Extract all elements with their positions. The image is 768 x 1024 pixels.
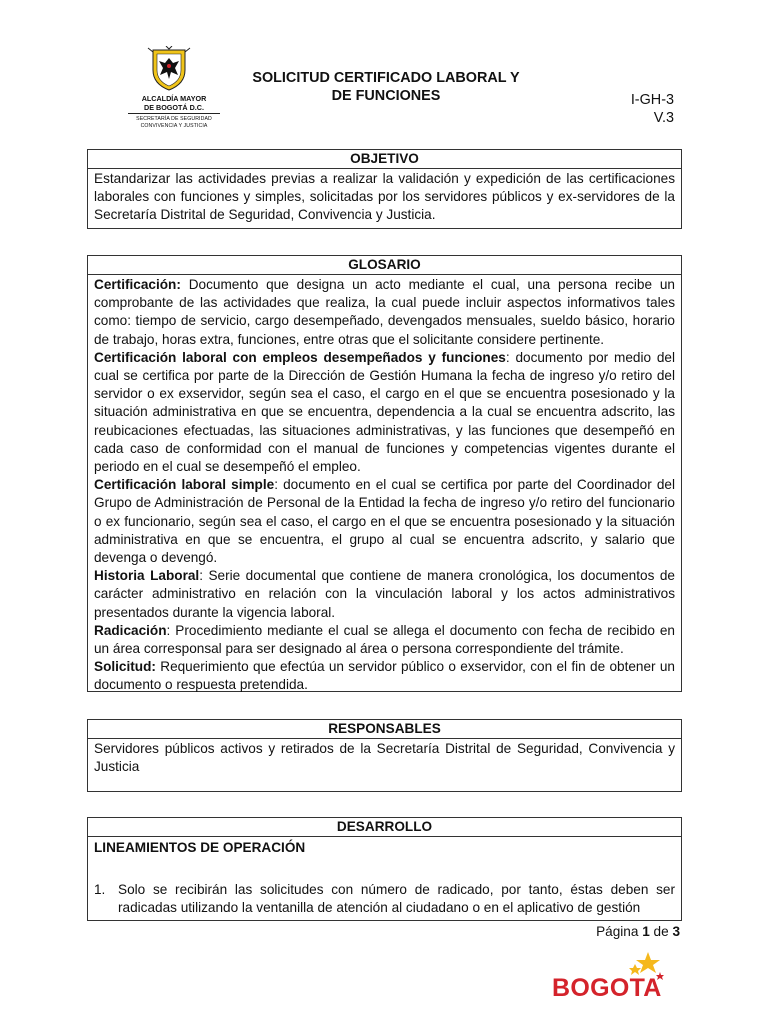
glossary-definition: : documento en el cual se certifica por parte del Coordinador del Grupo de Administración de Personal de la Entidad la fecha de ingreso y/o retiro del funcionario o ex funcionario, según sea el caso, el cargo en el que se encuentra posesionado y la situación administrativa en que se encuentra, el grupo al cual se encuentra adscrito, y salario que devenga o devengó. xyxy=(94,477,675,566)
document-title xyxy=(232,70,540,105)
responsables-heading: RESPONSABLES xyxy=(88,720,681,739)
glossary-term: Certificación laboral con empleos desempeñados y funciones xyxy=(94,349,506,365)
desarrollo-heading: DESARROLLO xyxy=(88,818,681,837)
glossary-definition: : Procedimiento mediante el cual se allega el documento con fecha de recibido en un área corresponsal para ser designado al área o persona correspondiente del trámite. xyxy=(94,622,675,657)
list-item xyxy=(94,881,675,916)
glossary-term: Solicitud: xyxy=(94,659,156,675)
logo-line-1: ALCALDÍA MAYOR xyxy=(141,94,207,103)
title-line-1: SOLICITUD CERTIFICADO LABORAL Y xyxy=(252,70,520,86)
page-of: de xyxy=(653,924,669,939)
document-version: V.3 xyxy=(653,109,674,126)
responsables-section xyxy=(87,719,682,792)
logo-line-2: DE BOGOTÁ D.C. xyxy=(144,103,204,112)
glossary-term: Certificación laboral simple xyxy=(94,477,275,493)
glossary-entry xyxy=(94,349,675,476)
desarrollo-section xyxy=(87,817,682,921)
page-number xyxy=(560,924,680,939)
lineamientos-heading: LINEAMIENTOS DE OPERACIÓN xyxy=(94,840,306,855)
glossary-entry xyxy=(94,476,675,567)
page-current: 1 xyxy=(642,924,650,939)
glossary-definition: Documento que designa un acto mediante el cual, una persona recibe un comprobante de las actividades que realiza, la cual puede incluir aspectos informativos tales como: tiempo de servicio, cargo desempeñado, devengados mensuales, sueldo básico, horario de trabajo, horas extra, funciones, entre otras que el solicitante considere pertinente. xyxy=(94,277,675,347)
glossary-term: Historia Laboral xyxy=(94,568,200,584)
objetivo-text: Estandarizar las actividades previas a realizar la validación y expedición de las certificaciones laborales con funciones y simples, solicitadas por los servidores públicos y ex-servidores de la Secretaría Distrital de Seguridad, Convivencia y Justicia. xyxy=(94,171,675,223)
page-label: Página xyxy=(596,924,639,939)
document-code-value: I-GH-3 xyxy=(630,92,674,108)
logo-line-3: SECRETARÍA DE SEGURIDAD xyxy=(136,116,212,122)
objetivo-heading: OBJETIVO xyxy=(88,150,681,169)
title-line-2: DE FUNCIONES xyxy=(331,87,441,104)
responsables-text: Servidores públicos activos y retirados de la Secretaría Distrital de Seguridad, Convivencia y Justicia xyxy=(94,741,675,775)
glossary-entry xyxy=(94,658,675,694)
logo-divider xyxy=(128,113,220,114)
glossary-entry xyxy=(94,276,675,349)
page-total: 3 xyxy=(672,924,680,939)
glossary-term: Radicación xyxy=(94,622,167,638)
glossary-term: Certificación: xyxy=(94,277,181,292)
glosario-heading: GLOSARIO xyxy=(88,256,681,275)
brand-wordmark: BOGOTA xyxy=(552,974,662,1002)
glossary-definition: Requerimiento que efectúa un servidor público o exservidor, con el fin de obtener un documento o respuesta pretendida. xyxy=(94,659,675,693)
lineamientos-list xyxy=(94,881,675,916)
coat-of-arms-icon xyxy=(144,46,194,92)
list-item-text: Solo se recibirán las solicitudes con número de radicado, por tanto, éstas deben ser radicadas utilizando la ventanilla de atención al ciudadano o en el aplicativo de gestión xyxy=(118,882,675,915)
glosario-section xyxy=(87,255,682,692)
glossary-definition: : documento por medio del cual se certifica por parte de la Dirección de Gestión Humana la fecha de ingreso y/o retiro del servidor o ex exservidor, según sea el caso, el cargo en el que se encuentra posesionado y la situación administrativa en que se encuentra, dependencia a la cual se encuentra adscrito, las reubicaciones efectuadas, las situaciones administrativas, y las funciones que desempeñó en cada caso de conformidad con el manual de funciones y competencias vigentes durante el periodo en el cual se desempeñó el empleo. xyxy=(94,349,675,475)
glossary-entry xyxy=(94,622,675,658)
list-item-number: 1. xyxy=(94,882,106,898)
bogota-brand-logo xyxy=(552,950,672,1006)
glossary-entry xyxy=(94,567,675,622)
alcaldia-logo xyxy=(118,46,230,134)
glossary-definition: : Serie documental que contiene de manera cronológica, los documentos de carácter administrativo en relación con la vinculación laboral y los actos administrativos presentados durante la vigencia laboral. xyxy=(94,568,675,620)
logo-line-4: CONVIVENCIA Y JUSTICIA xyxy=(140,122,208,129)
document-code xyxy=(596,92,674,127)
objetivo-section xyxy=(87,149,682,229)
